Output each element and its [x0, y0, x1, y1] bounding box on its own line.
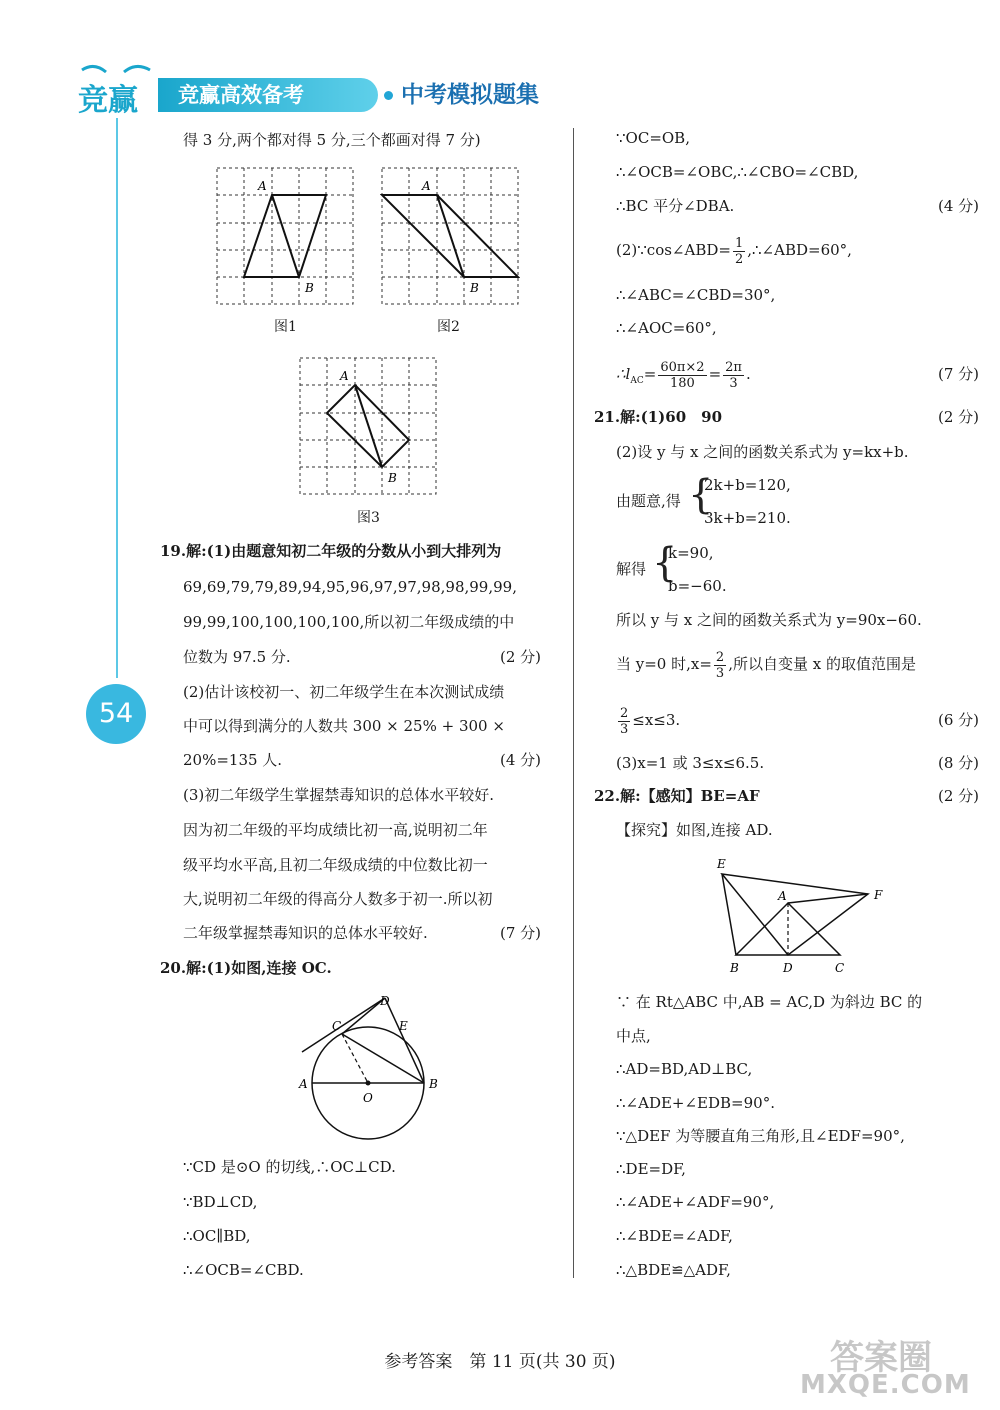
r20-line-aoc: ∴∠AOC=60°,	[616, 319, 717, 337]
q19-line-5: (2)估计该校初一、初二年级学生在本次测试成绩	[183, 683, 505, 701]
q21-score-1: (2 分)	[938, 408, 980, 426]
q21-solve: 解得	[616, 560, 647, 578]
circle-label-B: B	[429, 1077, 438, 1091]
q22-line-3: ∵ 在 Rt△ABC 中,AB = AC,D 为斜边 BC 的	[616, 993, 923, 1011]
tri-label-D: D	[783, 961, 793, 975]
column-divider	[573, 128, 574, 1278]
q21-range-text: ,所以自变量 x 的取值范围是	[728, 655, 916, 673]
circle-label-O: O	[363, 1091, 373, 1105]
arc-period: .	[745, 365, 751, 383]
label-B: B	[305, 281, 314, 295]
q19-line-12: 二年级掌握禁毒知识的总体水平较好.	[183, 924, 428, 942]
figure-3-grid	[298, 356, 438, 496]
q21-line-2: (2)设 y 与 x 之间的函数关系式为 y=kx+b.	[616, 443, 909, 461]
tri-label-B: B	[730, 961, 739, 975]
q22-line-5: ∴AD=BD,AD⊥BC,	[616, 1060, 753, 1078]
brand-title: 竞赢高效备考	[178, 83, 304, 107]
q19-line-2: 69,69,79,79,89,94,95,96,97,97,98,98,99,99,	[183, 578, 517, 596]
fraction-two-thirds-2: $\frac{2}{3}$	[620, 705, 629, 737]
brand-logo	[74, 60, 158, 120]
label-A: A	[258, 179, 267, 193]
q19-line-3: 99,99,100,100,100,100,所以初二年级成绩的中	[183, 613, 515, 631]
q22-score-1: (2 分)	[938, 787, 980, 805]
q21-score-2: (6 分)	[938, 711, 980, 729]
q19-line-9: 因为初二年级的平均成绩比初一高,说明初二年	[183, 821, 488, 839]
q19-score-1: (2 分)	[500, 648, 542, 666]
eq-sign-2: =	[708, 365, 722, 383]
tri-label-C: C	[835, 961, 845, 975]
q21-line-1: 21.解:(1)60 90	[594, 408, 723, 426]
r20-cos-line	[616, 232, 852, 268]
q22-line-9: ∴∠ADE+∠ADF=90°,	[616, 1193, 775, 1211]
tri-label-A: A	[778, 889, 787, 903]
q19-line-10: 级平均水平高,且初二年级成绩的中位数比初一	[183, 856, 488, 874]
label-A: A	[422, 179, 431, 193]
q21-domain-line	[616, 646, 916, 682]
circle-label-E: E	[399, 1019, 408, 1033]
q21-sol-1: k=90,	[668, 544, 714, 562]
label-A: A	[340, 369, 349, 383]
q19-score-3: (7 分)	[500, 924, 542, 942]
label-B: B	[470, 281, 479, 295]
q21-eq-1: 2k+b=120,	[704, 476, 791, 494]
q20-line-2: ∵CD 是⊙O 的切线,∴OC⊥CD.	[183, 1158, 396, 1176]
r20-line-abc: ∴∠ABC=∠CBD=30°,	[616, 286, 776, 304]
page-footer: 参考答案 第 11 页(共 30 页)	[384, 1352, 616, 1372]
figure-3-caption: 图3	[357, 510, 380, 526]
r20-line-1: ∵OC=OB,	[616, 129, 690, 147]
q21-score-3: (8 分)	[938, 754, 980, 772]
circle-label-D: D	[380, 994, 390, 1008]
q19-line-1: 19.解:(1)由题意知初二年级的分数从小到大排列为	[160, 542, 502, 560]
q21-line-3: (3)x=1 或 3≤x≤6.5.	[616, 754, 765, 772]
brand-banner	[158, 78, 378, 112]
q19-line-8: (3)初二年级学生掌握禁毒知识的总体水平较好.	[183, 786, 495, 804]
arc-l: ∴l	[616, 365, 631, 383]
r20-line-3: ∴BC 平分∠DBA.	[616, 197, 735, 215]
brace-1: {	[688, 472, 714, 518]
page-number-badge: 54	[86, 684, 146, 744]
svg-text:竞赢: 竞赢	[78, 83, 138, 118]
fraction-half: $\frac{1}{2}$	[734, 235, 744, 267]
q22-line-8: ∴DE=DF,	[616, 1160, 686, 1178]
q21-eq-2: 3k+b=210.	[704, 509, 791, 527]
label-B: B	[388, 471, 397, 485]
tri-label-F: F	[874, 888, 883, 902]
cos-text: (2)∵cos∠ABD=	[616, 241, 731, 259]
circle-label-A: A	[299, 1077, 308, 1091]
r20-arc-line	[616, 356, 751, 399]
q22-line-4: 中点,	[616, 1027, 651, 1045]
series-label: 中考模拟题集	[401, 82, 539, 108]
q19-line-6: 中可以得到满分的人数共 300 × 25% + 300 ×	[183, 717, 505, 735]
figure-2-caption: 图2	[437, 319, 460, 335]
figure-triangle	[708, 852, 898, 977]
q21-range: ≤x≤3.	[632, 711, 681, 729]
q20-line-3: ∵BD⊥CD,	[183, 1193, 258, 1211]
circle-label-C: C	[332, 1019, 342, 1033]
arc-subscript: AC	[630, 376, 644, 386]
q20-line-1: 20.解:(1)如图,连接 OC.	[160, 959, 332, 977]
fraction-arc-1: $\frac{60\pi\times 2}{180}$	[660, 359, 705, 391]
q22-line-6: ∴∠ADE+∠EDB=90°.	[616, 1094, 775, 1112]
q21-given: 由题意,得	[616, 492, 681, 510]
figure-2-grid	[380, 166, 520, 306]
q22-line-11: ∴△BDE≌△ADF,	[616, 1261, 731, 1279]
r20-line-2: ∴∠OCB=∠OBC,∴∠CBO=∠CBD,	[616, 163, 859, 181]
q22-line-10: ∴∠BDE=∠ADF,	[616, 1227, 733, 1245]
q22-line-7: ∵△DEF 为等腰直角三角形,且∠EDF=90°,	[616, 1127, 905, 1145]
q21-sol-2: b=−60.	[668, 577, 727, 595]
q21-line-func: 所以 y 与 x 之间的函数关系式为 y=90x−60.	[616, 611, 922, 629]
figure-circle	[295, 990, 465, 1140]
q22-line-2: 【探究】如图,连接 AD.	[616, 821, 773, 839]
q20-line-5: ∴∠OCB=∠CBD.	[183, 1261, 304, 1279]
q21-when: 当 y=0 时,x=	[616, 655, 712, 673]
figure-1-grid	[215, 166, 355, 306]
bullet-dot-icon	[384, 91, 393, 100]
continued-line: 得 3 分,两个都对得 5 分,三个都画对得 7 分)	[183, 131, 481, 149]
q21-range-line	[616, 702, 680, 738]
margin-line	[116, 118, 118, 678]
r20-score-1: (4 分)	[938, 197, 980, 215]
brace-2: {	[652, 540, 678, 586]
q19-score-2: (4 分)	[500, 751, 542, 769]
watermark-url: MXQE.COM	[800, 1370, 971, 1400]
q22-line-1: 22.解:【感知】BE=AF	[594, 787, 760, 805]
r20-score-2: (7 分)	[938, 365, 980, 383]
cos-result: ,∴∠ABD=60°,	[747, 241, 852, 259]
tri-label-E: E	[717, 857, 726, 871]
q19-line-7: 20%=135 人.	[183, 751, 283, 769]
q19-line-4: 位数为 97.5 分.	[183, 648, 291, 666]
figure-1-caption: 图1	[274, 319, 297, 335]
q20-line-4: ∴OC∥BD,	[183, 1227, 251, 1245]
q19-line-11: 大,说明初二年级的得高分人数多于初一.所以初	[183, 890, 493, 908]
watermark-logo: 答案圈	[830, 1338, 932, 1378]
series-title	[384, 78, 539, 112]
fraction-two-thirds: $\frac{2}{3}$	[715, 649, 725, 681]
eq-sign-1: =	[643, 365, 657, 383]
fraction-arc-2: $\frac{2\pi}{3}$	[725, 359, 742, 391]
